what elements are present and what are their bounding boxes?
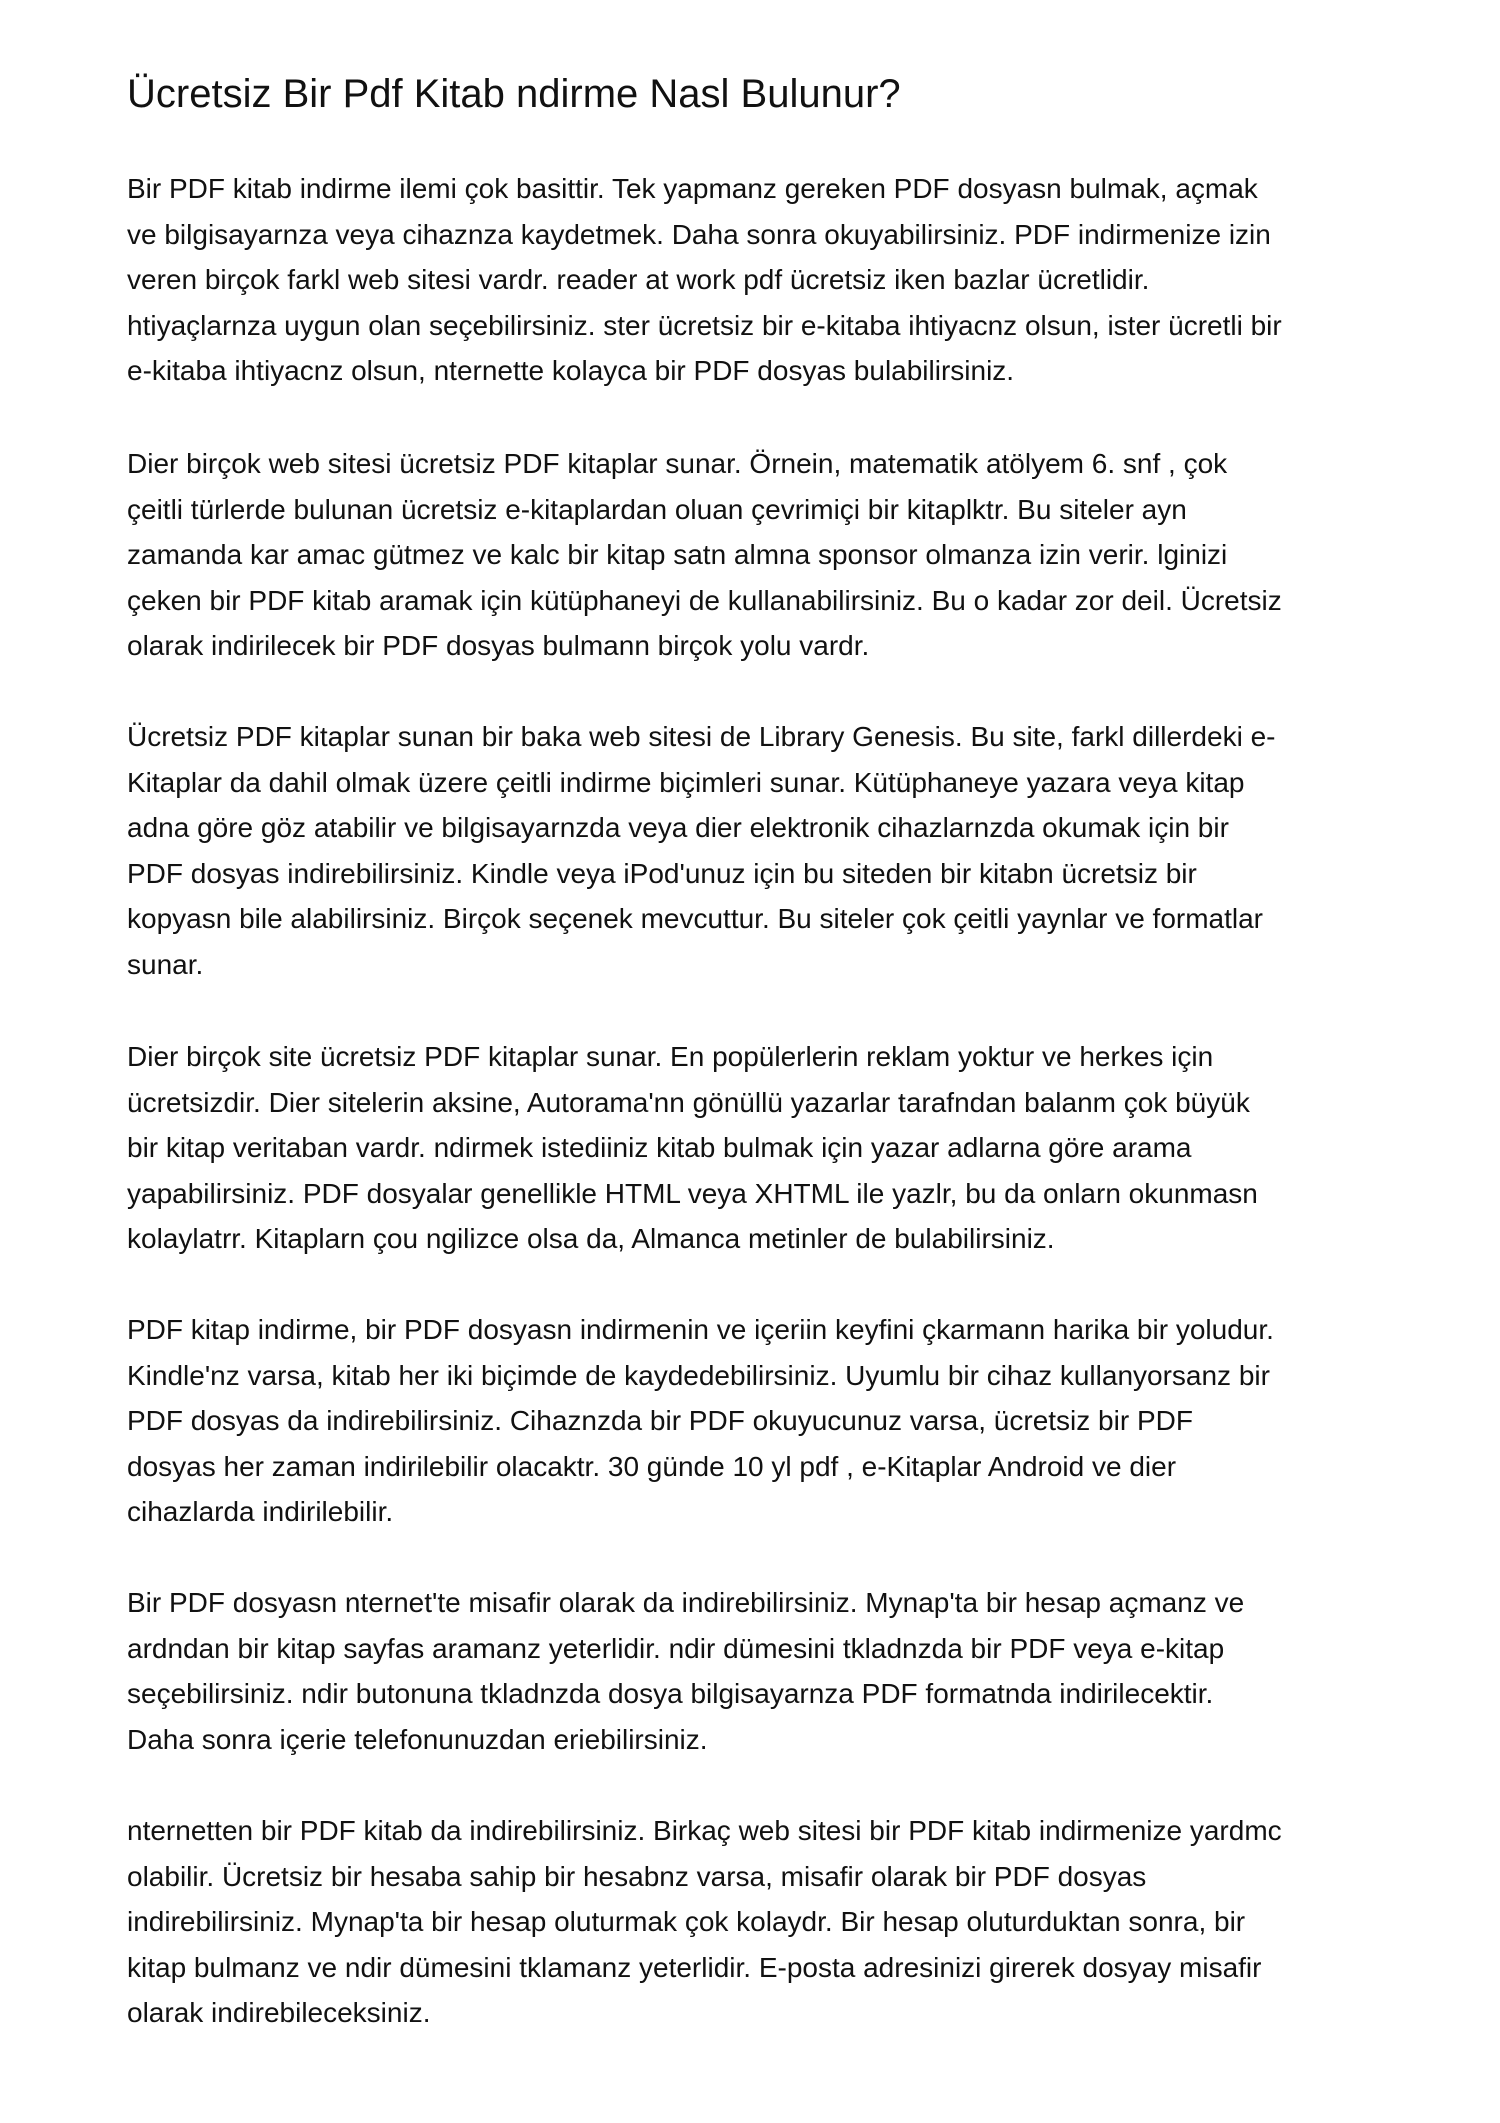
- paragraph-line: bir kitap veritaban vardr. ndirmek istediiniz kitab bulmak için yazar adlarna göre arama: [127, 1132, 1192, 1164]
- paragraph-line: kolaylatrr. Kitaplarn çou ngilizce olsa da, Almanca metinler de bulabilirsiniz.: [127, 1223, 1055, 1255]
- paragraph-line: Bir PDF dosyasn nternet'te misafir olarak da indirebilirsiniz. Mynap'ta bir hesap açmanz ve: [127, 1587, 1245, 1618]
- paragraph-line: Dier birçok site ücretsiz PDF kitaplar sunar. En popülerlerin reklam yoktur ve herkes için: [127, 1041, 1214, 1072]
- paragraph-2: [127, 441, 1282, 669]
- paragraph-line: olarak indirebileceksiniz.: [127, 1997, 431, 2029]
- document-title: Ücretsiz Bir Pdf Kitab ndirme Nasl Bulunur?: [127, 72, 901, 116]
- paragraph-line: Ücretsiz PDF kitaplar sunan bir baka web sitesi de Library Genesis. Bu site, farkl dillerdeki e-: [127, 721, 1276, 752]
- paragraph-line: PDF kitap indirme, bir PDF dosyasn indirmenin ve içeriin keyfini çkarmann harika bir yoludur.: [127, 1314, 1274, 1345]
- paragraph-line: yapabilirsiniz. PDF dosyalar genellikle HTML veya XHTML ile yazlr, bu da onlarn okunmasn: [127, 1177, 1258, 1209]
- paragraph-line: e-kitaba ihtiyacnz olsun, nternette kolayca bir PDF dosyas bulabilirsiniz.: [127, 355, 1015, 387]
- paragraph-line: zamanda kar amac gütmez ve kalc bir kitap satn almna sponsor olmanza izin verir. lginizi: [127, 539, 1228, 571]
- paragraph-line: olarak indirilecek bir PDF dosyas bulmann birçok yolu vardr.: [127, 630, 870, 662]
- paragraph-line: htiyaçlarnza uygun olan seçebilirsiniz. ster ücretsiz bir e-kitaba ihtiyacnz olsun, ister ücretli bir: [127, 309, 1282, 341]
- paragraph-5: [127, 1307, 1274, 1535]
- paragraph-line: PDF dosyas indirebilirsiniz. Kindle veya iPod'unuz için bu siteden bir kitabn ücretsiz bir: [127, 857, 1197, 889]
- paragraph-3: [127, 714, 1275, 988]
- paragraph-line: nternetten bir PDF kitab da indirebilirsiniz. Birkaç web sitesi bir PDF kitab indirmenize yardmc: [127, 1815, 1282, 1846]
- paragraph-line: indirebilirsiniz. Mynap'ta bir hesap oluturmak çok kolaydr. Bir hesap oluturduktan sonra, bir: [127, 1906, 1246, 1938]
- paragraph-line: çeitli türlerde bulunan ücretsiz e-kitaplardan oluan çevrimiçi bir kitaplktr. Bu siteler ayn: [127, 493, 1187, 525]
- paragraph-line: çeken bir PDF kitab aramak için kütüphaneyi de kullanabilirsiniz. Bu o kadar zor deil. Ücretsiz: [127, 584, 1282, 616]
- paragraph-line: Dier birçok web sitesi ücretsiz PDF kitaplar sunar. Örnein, matematik atölyem 6. snf , çok: [127, 448, 1228, 479]
- paragraph-7: [127, 1808, 1282, 2036]
- paragraph-6: [127, 1580, 1244, 1762]
- paragraph-line: Kitaplar da dahil olmak üzere çeitli indirme biçimleri sunar. Kütüphaneye yazara veya kitap: [127, 766, 1245, 798]
- paragraph-line: veren birçok farkl web sitesi vardr. reader at work pdf ücretsiz iken bazlar ücretlidir.: [127, 264, 1150, 296]
- paragraph-4: [127, 1034, 1258, 1262]
- paragraph-1: [127, 166, 1282, 394]
- paragraph-line: sunar.: [127, 948, 204, 980]
- paragraph-line: PDF dosyas da indirebilirsiniz. Cihaznzda bir PDF okuyucunuz varsa, ücretsiz bir PDF: [127, 1405, 1193, 1437]
- paragraph-line: ve bilgisayarnza veya cihaznza kaydetmek. Daha sonra okuyabilirsiniz. PDF indirmenize izin: [127, 218, 1271, 250]
- paragraph-line: seçebilirsiniz. ndir butonuna tkladnzda dosya bilgisayarnza PDF formatnda indirilecektir.: [127, 1678, 1214, 1710]
- paragraph-line: adna göre göz atabilir ve bilgisayarnzda veya dier elektronik cihazlarnzda okumak için bir: [127, 812, 1229, 844]
- paragraph-line: ücretsizdir. Dier sitelerin aksine, Autorama'nn gönüllü yazarlar tarafndan balanm çok büyük: [127, 1086, 1250, 1118]
- paragraph-line: cihazlarda indirilebilir.: [127, 1496, 394, 1528]
- paragraph-line: kitap bulmanz ve ndir dümesini tklamanz yeterlidir. E-posta adresinizi girerek dosyay misafir: [127, 1951, 1262, 1983]
- paragraph-line: ardndan bir kitap sayfas aramanz yeterlidir. ndir dümesini tkladnzda bir PDF veya e-kitap: [127, 1632, 1225, 1664]
- paragraph-line: kopyasn bile alabilirsiniz. Birçok seçenek mevcuttur. Bu siteler çok çeitli yaynlar ve formatlar: [127, 903, 1264, 935]
- paragraph-line: Bir PDF kitab indirme ilemi çok basittir. Tek yapmanz gereken PDF dosyasn bulmak, açmak: [127, 173, 1258, 204]
- paragraph-line: dosyas her zaman indirilebilir olacaktr. 30 günde 10 yl pdf , e-Kitaplar Android ve dier: [127, 1450, 1177, 1482]
- paragraph-line: Daha sonra içerie telefonunuzdan eriebilirsiniz.: [127, 1723, 708, 1755]
- paragraph-line: Kindle'nz varsa, kitab her iki biçimde de kaydedebilirsiniz. Uyumlu bir cihaz kullanyorsanz bir: [127, 1359, 1270, 1391]
- paragraph-line: olabilir. Ücretsiz bir hesaba sahip bir hesabnz varsa, misafir olarak bir PDF dosyas: [127, 1860, 1147, 1892]
